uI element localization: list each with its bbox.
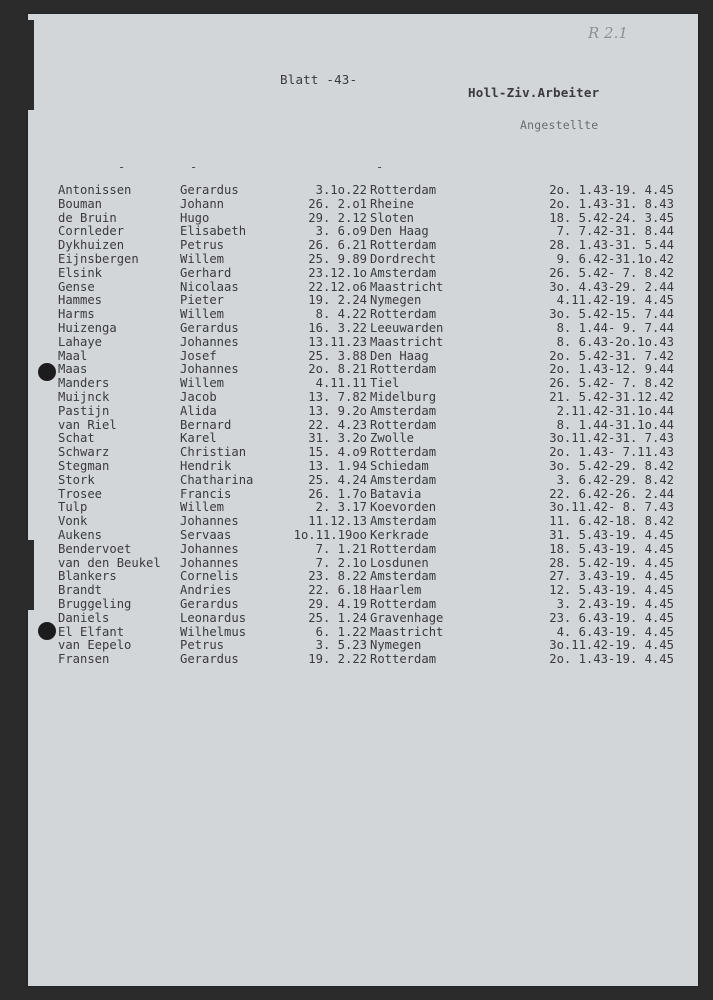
surname: Vonk [58,514,88,529]
birthplace: Rotterdam [370,417,437,432]
employment-period: 28. 5.42-19. 4.45 [549,555,674,570]
employment-period: 8. 1.44-31.1o.44 [556,417,674,432]
list-item [58,542,688,556]
birth-date: 2. 3.17 [315,500,367,515]
employment-period: 2o. 1.43- 7.11.43 [549,445,674,460]
surname: Muijnck [58,389,110,404]
first-name: Petrus [180,638,225,653]
list-item [58,238,688,252]
surname: Aukens [58,527,103,542]
employment-period: 3. 2.43-19. 4.45 [556,596,674,611]
surname: Maas [58,362,88,377]
birth-date: 25. 9.89 [308,251,367,266]
list-item [58,335,688,349]
personnel-list [58,183,688,666]
birthplace: Nymegen [370,638,422,653]
list-item [58,404,688,418]
birth-date: 19. 2.22 [308,652,367,667]
sheet-number: Blatt -43- [280,72,358,87]
list-item [58,487,688,501]
pencil-annotation: R 2.1 [588,24,628,42]
birthplace: Tiel [370,376,400,391]
first-name: Gerardus [180,652,239,667]
surname: Huizenga [58,320,117,335]
first-name: Willem [180,251,225,266]
employment-period: 18. 5.43-19. 4.45 [549,541,674,556]
birth-date: 25. 3.88 [308,348,367,363]
birth-date: 1o.11.19oo [293,527,367,542]
punch-hole [38,363,56,381]
surname: Gense [58,279,95,294]
surname: Elsink [58,265,103,280]
surname: Daniels [58,610,110,625]
list-item [58,266,688,280]
birth-date: 8. 4.22 [315,307,367,322]
first-name: Willem [180,376,225,391]
surname: de Bruin [58,210,117,225]
birthplace: Maastricht [370,279,444,294]
birthplace: Den Haag [370,348,429,363]
first-name: Willem [180,307,225,322]
birthplace: Rotterdam [370,183,437,197]
first-name: Gerardus [180,596,239,611]
list-item [58,376,688,390]
birth-date: 31. 3.2o [308,431,367,446]
list-item [58,569,688,583]
surname: Schat [58,431,95,446]
list-item [58,211,688,225]
birthplace: Zwolle [370,431,415,446]
birthplace: Dordrecht [370,251,437,266]
subcategory-heading: Angestellte [520,118,599,132]
employment-period: 31. 5.43-19. 4.45 [549,527,674,542]
birth-date: 26. 1.7o [308,486,367,501]
column-mark: - [118,160,126,174]
employment-period: 23. 6.43-19. 4.45 [549,610,674,625]
first-name: Hugo [180,210,210,225]
list-item [58,652,688,666]
list-item [58,459,688,473]
list-item [58,321,688,335]
first-name: Gerardus [180,320,239,335]
employment-period: 4. 6.43-19. 4.45 [556,624,674,639]
list-item [58,431,688,445]
birthplace: Rotterdam [370,238,437,253]
first-name: Chatharina [180,472,254,487]
surname: Stegman [58,458,110,473]
birth-date: 22.12.o6 [308,279,367,294]
list-item [58,418,688,432]
punch-hole [38,622,56,640]
category-heading: Holl-Ziv.Arbeiter [468,85,600,100]
birthplace: Amsterdam [370,514,437,529]
birth-date: 23.12.1o [308,265,367,280]
employment-period: 12. 5.43-19. 4.45 [549,583,674,598]
list-item [58,514,688,528]
birthplace: Den Haag [370,224,429,239]
birth-date: 22. 4.23 [308,417,367,432]
employment-period: 11. 6.42-18. 8.42 [549,514,674,529]
birth-date: 29. 2.12 [308,210,367,225]
list-item [58,183,688,197]
surname: Stork [58,472,95,487]
birth-date: 13. 7.82 [308,389,367,404]
employment-period: 7. 7.42-31. 8.44 [556,224,674,239]
surname: van Eepelo [58,638,132,653]
surname: Schwarz [58,445,110,460]
first-name: Servaas [180,527,232,542]
birth-date: 13. 1.94 [308,458,367,473]
birth-date: 19. 2.24 [308,293,367,308]
list-item [58,625,688,639]
birth-date: 13.11.23 [308,334,367,349]
employment-period: 27. 3.43-19. 4.45 [549,569,674,584]
employment-period: 4.11.42-19. 4.45 [556,293,674,308]
employment-period: 9. 6.42-31.1o.42 [556,251,674,266]
first-name: Karel [180,431,217,446]
birthplace: Nymegen [370,293,422,308]
surname: Lahaye [58,334,103,349]
first-name: Hendrik [180,458,232,473]
list-item [58,224,688,238]
birthplace: Amsterdam [370,472,437,487]
torn-edge [20,540,34,610]
surname: Fransen [58,652,110,667]
surname: El Elfant [58,624,125,639]
torn-edge [20,20,34,110]
employment-period: 2o. 1.43-12. 9.44 [549,362,674,377]
birth-date: 29. 4.19 [308,596,367,611]
birthplace: Rotterdam [370,362,437,377]
birth-date: 23. 8.22 [308,569,367,584]
surname: Eijnsbergen [58,251,139,266]
employment-period: 18. 5.42-24. 3.45 [549,210,674,225]
surname: Hammes [58,293,103,308]
first-name: Andries [180,583,232,598]
birthplace: Rheine [370,196,415,211]
surname: Brandt [58,583,103,598]
list-item [58,445,688,459]
birthplace: Amsterdam [370,569,437,584]
birth-date: 13. 9.2o [308,403,367,418]
birthplace: Amsterdam [370,403,437,418]
first-name: Pieter [180,293,225,308]
list-item [58,252,688,266]
surname: Harms [58,307,95,322]
list-item [58,390,688,404]
employment-period: 3o.11.42- 8. 7.43 [549,500,674,515]
first-name: Jacob [180,389,217,404]
first-name: Willem [180,500,225,515]
birth-date: 7. 2.1o [315,555,367,570]
employment-period: 21. 5.42-31.12.42 [549,389,674,404]
birth-date: 3. 5.23 [315,638,367,653]
surname: Blankers [58,569,117,584]
surname: Maal [58,348,88,363]
surname: van den Beukel [58,555,161,570]
list-item [58,500,688,514]
employment-period: 28. 1.43-31. 5.44 [549,238,674,253]
list-item [58,528,688,542]
birth-date: 3. 6.o9 [315,224,367,239]
birthplace: Losdunen [370,555,429,570]
surname: Pastijn [58,403,110,418]
employment-period: 8. 6.43-2o.1o.43 [556,334,674,349]
first-name: Johannes [180,514,239,529]
surname: Bruggeling [58,596,132,611]
first-name: Francis [180,486,232,501]
first-name: Elisabeth [180,224,247,239]
employment-period: 3o.11.42-31. 7.43 [549,431,674,446]
list-item [58,611,688,625]
employment-period: 2o. 5.42-31. 7.42 [549,348,674,363]
employment-period: 2o. 1.43-19. 4.45 [549,183,674,197]
employment-period: 2.11.42-31.1o.44 [556,403,674,418]
birth-date: 15. 4.o9 [308,445,367,460]
birthplace: Rotterdam [370,652,437,667]
employment-period: 26. 5.42- 7. 8.42 [549,376,674,391]
birthplace: Leeuwarden [370,320,444,335]
birth-date: 25. 1.24 [308,610,367,625]
birthplace: Rotterdam [370,445,437,460]
birthplace: Batavia [370,486,422,501]
birthplace: Sloten [370,210,415,225]
list-item [58,638,688,652]
first-name: Christian [180,445,247,460]
birth-date: 11.12.13 [308,514,367,529]
birthplace: Maastricht [370,334,444,349]
first-name: Cornelis [180,569,239,584]
surname: Antonissen [58,183,132,197]
first-name: Johannes [180,334,239,349]
first-name: Gerardus [180,183,239,197]
first-name: Johannes [180,541,239,556]
birth-date: 4.11.11 [315,376,367,391]
birth-date: 6. 1.22 [315,624,367,639]
surname: van Riel [58,417,117,432]
first-name: Alida [180,403,217,418]
list-item [58,280,688,294]
surname: Trosee [58,486,103,501]
employment-period: 8. 1.44- 9. 7.44 [556,320,674,335]
first-name: Gerhard [180,265,232,280]
birth-date: 16. 3.22 [308,320,367,335]
first-name: Johannes [180,362,239,377]
birthplace: Kerkrade [370,527,429,542]
birthplace: Rotterdam [370,596,437,611]
surname: Tulp [58,500,88,515]
list-item [58,362,688,376]
employment-period: 3o. 4.43-29. 2.44 [549,279,674,294]
birthplace: Schiedam [370,458,429,473]
list-item [58,293,688,307]
employment-period: 26. 5.42- 7. 8.42 [549,265,674,280]
surname: Bouman [58,196,103,211]
employment-period: 3o. 5.42-15. 7.44 [549,307,674,322]
employment-period: 22. 6.42-26. 2.44 [549,486,674,501]
surname: Manders [58,376,110,391]
first-name: Nicolaas [180,279,239,294]
first-name: Wilhelmus [180,624,247,639]
birth-date: 7. 1.21 [315,541,367,556]
first-name: Petrus [180,238,225,253]
birthplace: Midelburg [370,389,437,404]
list-item [58,583,688,597]
birth-date: 25. 4.24 [308,472,367,487]
list-item [58,197,688,211]
birthplace: Rotterdam [370,307,437,322]
birth-date: 26. 2.o1 [308,196,367,211]
surname: Dykhuizen [58,238,125,253]
list-item [58,473,688,487]
employment-period: 3o.11.42-19. 4.45 [549,638,674,653]
employment-period: 3. 6.42-29. 8.42 [556,472,674,487]
first-name: Josef [180,348,217,363]
column-mark: - [376,160,384,174]
birth-date: 3.1o.22 [315,183,367,197]
first-name: Johannes [180,555,239,570]
birthplace: Amsterdam [370,265,437,280]
surname: Cornleder [58,224,125,239]
employment-period: 2o. 1.43-19. 4.45 [549,652,674,667]
employment-period: 2o. 1.43-31. 8.43 [549,196,674,211]
birth-date: 22. 6.18 [308,583,367,598]
surname: Bendervoet [58,541,132,556]
birth-date: 26. 6.21 [308,238,367,253]
birthplace: Koevorden [370,500,437,515]
first-name: Johann [180,196,225,211]
list-item [58,307,688,321]
employment-period: 3o. 5.42-29. 8.42 [549,458,674,473]
birthplace: Maastricht [370,624,444,639]
list-item [58,349,688,363]
first-name: Leonardus [180,610,247,625]
birthplace: Rotterdam [370,541,437,556]
list-item [58,556,688,570]
birthplace: Gravenhage [370,610,444,625]
first-name: Bernard [180,417,232,432]
column-mark: - [190,160,198,174]
list-item [58,597,688,611]
birth-date: 2o. 8.21 [308,362,367,377]
birthplace: Haarlem [370,583,422,598]
